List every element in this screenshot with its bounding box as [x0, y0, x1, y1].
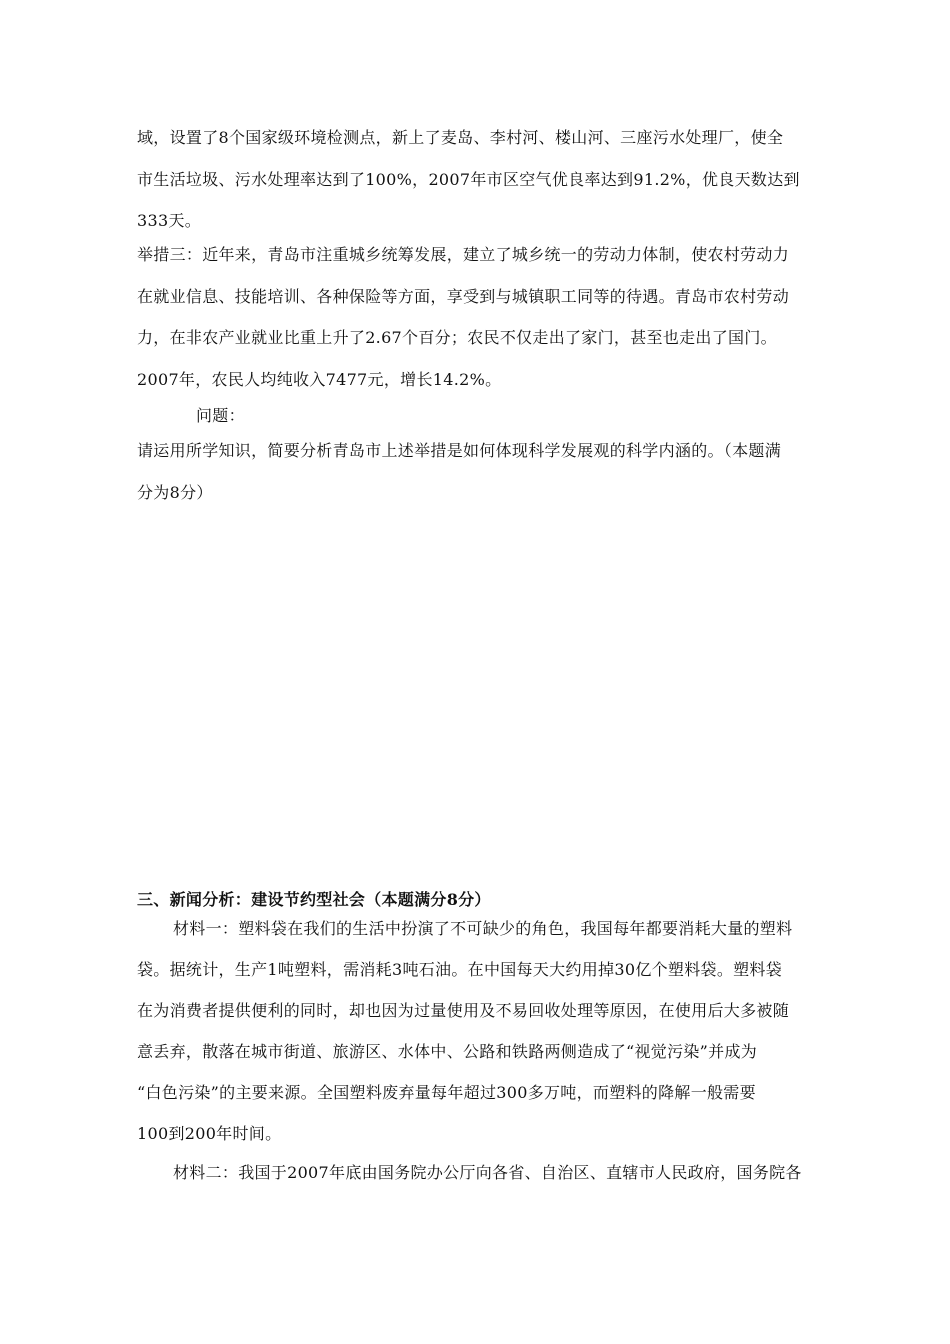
paragraph-line: 材料一：塑料袋在我们的生活中扮演了不可缺少的角色，我国每年都要消耗大量的塑料 — [173, 919, 793, 938]
paragraph-line: 在就业信息、技能培训、各种保险等方面，享受到与城镇职工同等的待遇。青岛市农村劳动 — [137, 287, 790, 306]
paragraph-line: 域，设置了8个国家级环境检测点，新上了麦岛、李村河、楼山河、三座污水处理厂，使全 — [137, 128, 784, 147]
paragraph-line: 意丢弃，散落在城市街道、旅游区、水体中、公路和铁路两侧造成了“视觉污染”并成为 — [137, 1042, 758, 1061]
paragraph-line: “白色污染”的主要来源。全国塑料废弃量每年超过300多万吨，而塑料的降解一般需要 — [137, 1083, 756, 1102]
paragraph-line: 2007年，农民人均纯收入7477元，增长14.2%。 — [137, 370, 502, 389]
paragraph-line: 100到200年时间。 — [137, 1124, 282, 1143]
paragraph-line: 袋。据统计，生产1吨塑料，需消耗3吨石油。在中国每天大约用掉30亿个塑料袋。塑料袋 — [137, 960, 783, 979]
paragraph-line: 力，在非农产业就业比重上升了2.67个百分；农民不仅走出了家门，甚至也走出了国门。 — [137, 328, 777, 347]
paragraph-line: 材料二：我国于2007年底由国务院办公厅向各省、自治区、直辖市人民政府，国务院各 — [173, 1163, 802, 1182]
section-heading: 三、新闻分析：建设节约型社会（本题满分8分） — [137, 890, 491, 909]
paragraph-line: 333天。 — [137, 211, 202, 230]
question-label: 问题： — [196, 406, 245, 425]
question-line: 分为8分） — [137, 483, 213, 502]
paragraph-line: 在为消费者提供便利的同时，却也因为过量使用及不易回收处理等原因，在使用后大多被随 — [137, 1001, 790, 1020]
question-line: 请运用所学知识，简要分析青岛市上述举措是如何体现科学发展观的科学内涵的。（本题满 — [137, 441, 782, 460]
paragraph-line: 举措三：近年来，青岛市注重城乡统筹发展，建立了城乡统一的劳动力体制，使农村劳动力 — [137, 245, 790, 264]
paragraph-line: 市生活垃圾、污水处理率达到了100%，2007年市区空气优良率达到91.2%，优良天数达到 — [137, 170, 800, 189]
